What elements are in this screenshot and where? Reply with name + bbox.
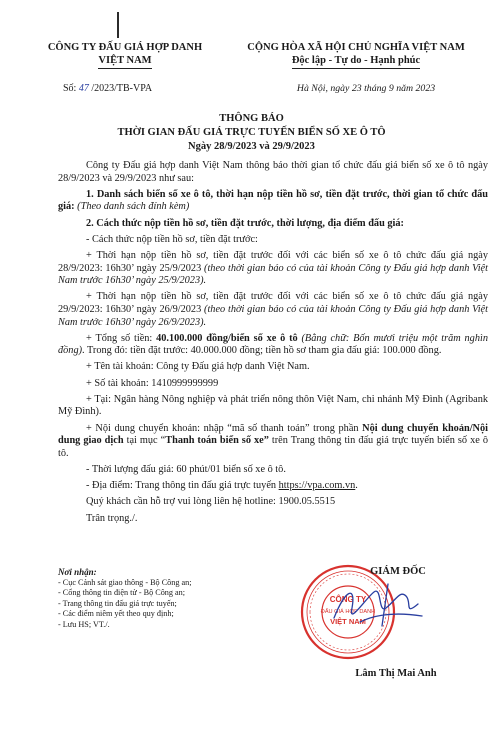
account-number: + Số tài khoản: 1410999999999 [86, 377, 219, 389]
intro-paragraph: Công ty Đấu giá hợp danh Việt Nam thông báo thời gian tổ chức đấu giá biển số xe ô tô ngày 28/9/2023 và 29/9/2023 như sau: [58, 160, 488, 184]
signatory-title: GIÁM ĐỐC [370, 566, 426, 577]
section-1: 1. Danh sách biển số xe ô tô, thời hạn nộp tiền hồ sơ, tiền đặt trước, thời gian tổ chức đấu giá: (Theo danh sách đính kèm) [58, 188, 488, 213]
hotline-line: Quý khách cần hỗ trợ vui lòng liên hệ hotline: 1900.05.5515 [86, 496, 336, 508]
account-name: + Tên tài khoản: Công ty Đấu giá hợp danh Việt Nam. [86, 361, 310, 373]
signatory-name: Lâm Thị Mai Anh [355, 668, 437, 679]
total-amount: + Tổng số tiền: 40.100.000 đồng/biển số xe ô tô (Bằng chữ: Bốn mươi triệu một trăm nghìn đồng). Trong đó: tiền đặt trước: 40.000.000 đồng; tiền hồ sơ tham gia đấu giá: 100.000 đồng. [58, 332, 488, 357]
auction-location: - Địa điểm: Trang thông tin đấu giá trực tuyến https://vpa.com.vn. [86, 480, 358, 492]
national-header [226, 41, 486, 69]
seal-text-top: CÔNG TY [329, 595, 367, 604]
issuer-name-line2: VIỆT NAM [98, 54, 151, 69]
document-date: Hà Nội, ngày 23 tháng 9 năm 2023 [296, 83, 436, 94]
recipient-item: - Lưu HS; VT./. [58, 619, 110, 629]
docno-handwritten: 47 [78, 83, 89, 94]
recipients-block [58, 567, 268, 631]
deadline-28-9: + Thời hạn nộp tiền hồ sơ, tiền đặt trước đối với các biển số xe ô tô chức đấu giá ngày 28/9/2023: 16h30’ ngày 25/9/2023 (theo thời gian báo có của tài khoản Công ty Đấu giá hợp danh Việt Nam trước 16h30’ ngày 25/9/2023). [58, 249, 488, 287]
recipient-item: - Cục Cảnh sát giao thông - Bộ Công an; [58, 577, 192, 587]
bank-branch: + Tại: Ngân hàng Nông nghiệp và phát triển nông thôn Việt Nam, chi nhánh Mỹ Đình (Agribank Mỹ Đình). [58, 393, 488, 418]
recipients-heading: Nơi nhận: [58, 567, 97, 577]
seal-text-mid: ĐẤU GIÁ HỢP DANH [320, 609, 376, 615]
recipient-item: - Trang thông tin đấu giá trực tuyến; [58, 598, 177, 608]
section-2-heading: 2. Cách thức nộp tiền hồ sơ, tiền đặt trước, thời lượng, địa điểm đấu giá: [86, 217, 404, 229]
pen-mark-decoration [117, 12, 119, 38]
issuer-name-line1: CÔNG TY ĐẤU GIÁ HỢP DANH [47, 42, 203, 53]
closing-line: Trân trọng./. [86, 512, 138, 524]
national-motto: Độc lập - Tự do - Hạnh phúc [292, 54, 420, 69]
docno-prefix: Số: [63, 83, 79, 94]
doc-title-type: THÔNG BÁO [219, 113, 284, 124]
national-title: CỘNG HÒA XÃ HỘI CHỦ NGHĨA VIỆT NAM [247, 42, 465, 53]
issuer-header [30, 41, 220, 69]
docno-suffix: /2023/TB-VPA [88, 83, 153, 94]
recipient-item: - Cổng thông tin điện tử - Bộ Công an; [58, 588, 186, 598]
recipient-item: - Các điểm niêm yết theo quy định; [58, 609, 174, 619]
deadline-29-9: + Thời hạn nộp tiền hồ sơ, tiền đặt trước đối với các biển số xe ô tô chức đấu giá ngày 29/9/2023: 16h30’ ngày 26/9/2023 (theo thời gian báo có của tài khoản Công ty Đấu giá hợp danh Việt Nam trước 16h30’ ngày 26/9/2023). [58, 291, 488, 328]
doc-title-subject: THỜI GIAN ĐẤU GIÁ TRỰC TUYẾN BIỂN SỐ XE Ô TÔ [117, 127, 386, 138]
document-number [63, 83, 152, 94]
payment-method-label: - Cách thức nộp tiền hồ sơ, tiền đặt trước: [86, 233, 258, 245]
vpa-website-link[interactable]: https://vpa.com.vn [278, 480, 356, 492]
seal-text-bottom: VIỆT NAM [330, 617, 366, 626]
auction-duration: - Thời lượng đấu giá: 60 phút/01 biển số xe ô tô. [86, 464, 286, 475]
document-body [58, 160, 488, 529]
director-signature [326, 578, 436, 634]
transfer-content: + Nội dung chuyển khoản: nhập “mã số thanh toán” trong phần Nội dung chuyển khoản/Nội dung giao dịch tại mục “Thanh toán biển số xe” trên Trang thông tin đấu giá trực tuyến biển số xe ô tô. [58, 422, 489, 459]
doc-title-dates: Ngày 28/9/2023 và 29/9/2023 [188, 141, 315, 152]
